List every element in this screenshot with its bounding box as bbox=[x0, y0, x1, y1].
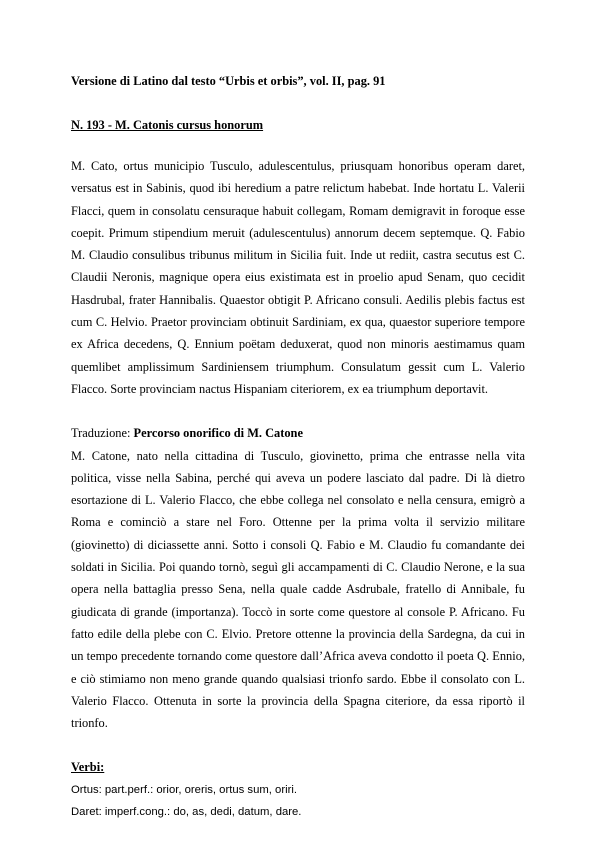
verbi-heading: Verbi: bbox=[71, 760, 105, 775]
translation-heading bbox=[71, 422, 525, 444]
document-title: Versione di Latino dal testo “Urbis et orbis”, vol. II, pag. 91 bbox=[71, 74, 386, 88]
translation-title: Percorso onorifico di M. Catone bbox=[133, 426, 303, 441]
latin-text: M. Cato, ortus municipio Tusculo, adulescentulus, priusquam honoribus operam daret, versatus est in Sabinis, quod ibi heredium a patre relictum habebat. Inde hortatu L. Valerii Flacci, quem in consolatu censuraque habuit collegam, Romam demigravit in foroque esse coepit. Primum stipendium meruit (adulescentulus) annorum decem septemque. Q. Fabio M. Claudio consulibus tribunus militum in Sicilia fuit. Inde ut rediit, castra secutus est C. Claudii Neronis, magnique opera eius existimata est in proelio apud Senam, quo cecidit Hasdrubal, frater Hannibalis. Quaestor obtigit P. Africano consuli. Aedilis plebis factus est cum C. Helvio. Praetor provinciam obtinuit Sardiniam, ex qua, quaestor superiore tempore ex Africa decedens, Q. Ennium poëtam deduxerat, quod non minoris aestimamus quam quemlibet amplissimum Sardiniensem triumphum. Consulatum gessit cum L. Valerio Flacco. Sorte provinciam nactus Hispaniam citeriorem, ex ea triumphum deportavit. bbox=[71, 159, 525, 396]
translation-text: M. Catone, nato nella cittadina di Tusculo, giovinetto, prima che entrasse nella vita politica, visse nella Sabina, perché qui aveva un podere lasciato dal padre. Di là dietro esortazione di L. Valerio Flacco, che ebbe collega nel consolato e nella censura, emigrò a Roma e cominciò a stare nel Foro. Ottenne per la prima volta il servizio militare (giovinetto) di diciassette anni. Sotto i consoli Q. Fabio e M. Claudio fu comandante dei soldati in Sicilia. Poi quando tornò, seguì gli accampamenti di C. Claudio Nerone, e la sua opera nella battaglia presso Sena, nella quale cadde Asdrubale, fratello di Annibale, fu giudicata di grande (importanza). Toccò in sorte come questore al console P. Africano. Fu fatto edile della plebe con C. Elvio. Pretore ottenne la provincia della Sardegna, da cui in un tempo precedente tornando come questore dall’Africa aveva condotto il poeta Q. Ennio, e ciò stimiamo non meno grande quando qualsiasi trionfo sardo. Ebbe il consolato con L. Valerio Flacco. Ottenuta in sorte la provincia della Spagna citeriore, da essa riportò il trionfo. bbox=[71, 448, 525, 731]
exercise-title: N. 193 - M. Catonis cursus honorum bbox=[71, 118, 264, 132]
verb-line: Daret: imperf.cong.: do, as, dedi, datum, dare. bbox=[71, 806, 302, 819]
translation-label: Traduzione: bbox=[71, 426, 134, 441]
verb-line: Ortus: part.perf.: orior, oreris, ortus sum, oriri. bbox=[71, 783, 297, 796]
